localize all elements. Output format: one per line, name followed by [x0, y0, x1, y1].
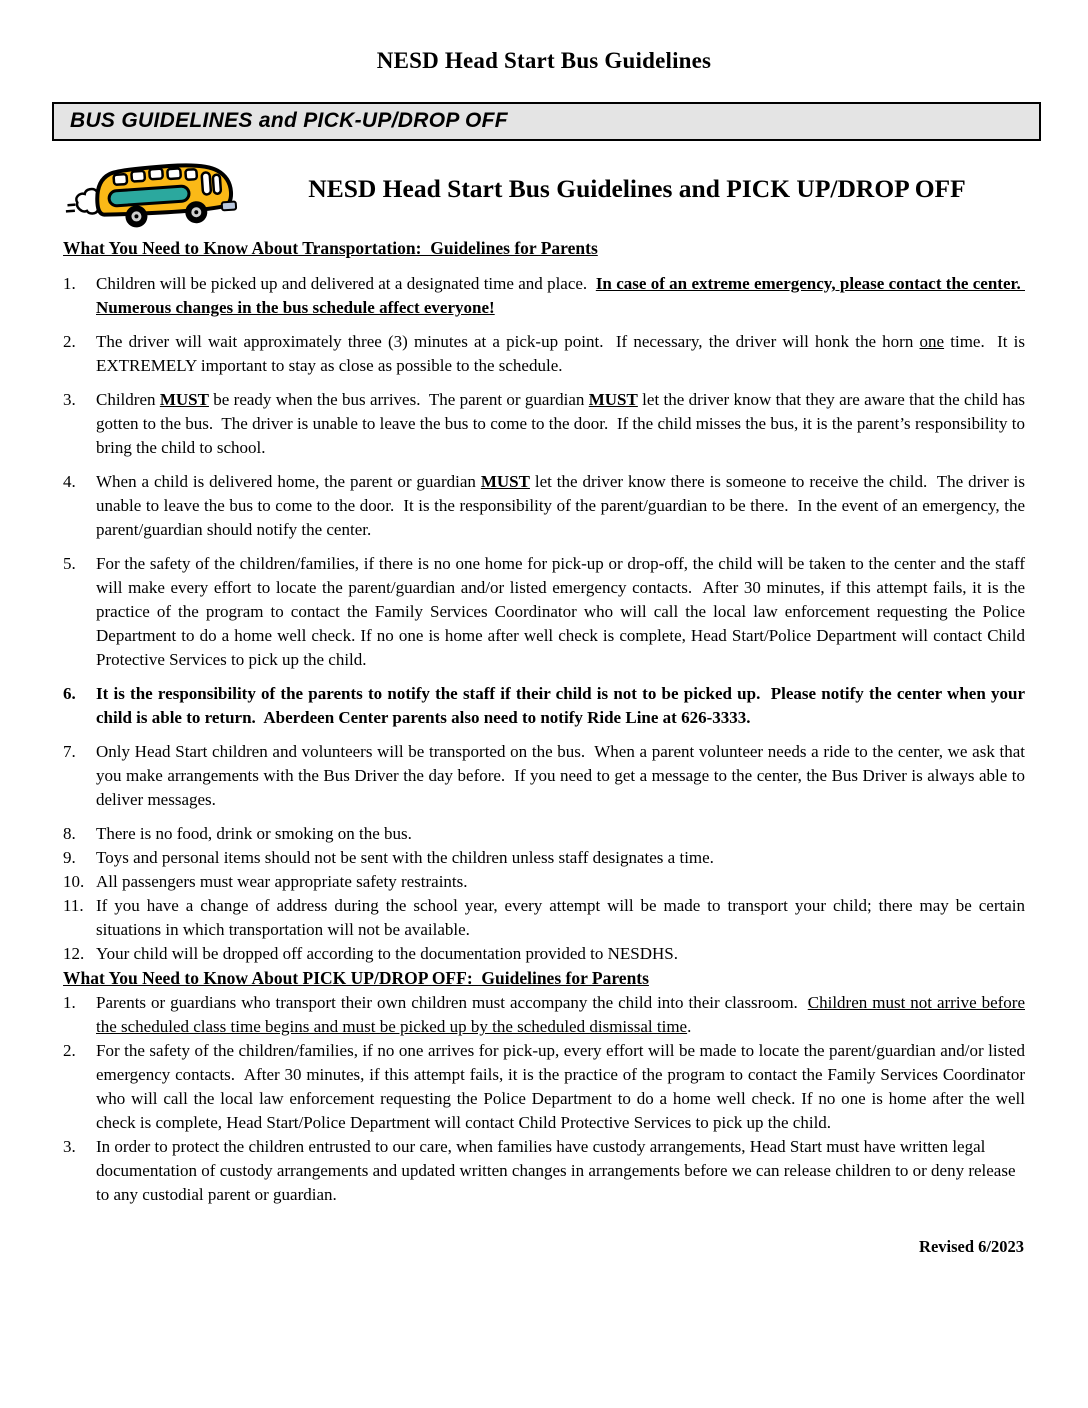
item-number: 7.	[63, 742, 76, 761]
transportation-section-heading: What You Need to Know About Transportation: Guidelines for Parents	[63, 238, 598, 258]
list-item	[63, 552, 1025, 672]
list-item	[63, 822, 1025, 846]
item-text: Children MUST be ready when the bus arrives. The parent or guardian MUST let the driver know that they are aware that the child has gotten to the bus. The driver is unable to leave the bus to come to the door. If the child misses the bus, it is the parent’s responsibility to bring the child to school.	[96, 390, 1025, 457]
item-text: When a child is delivered home, the parent or guardian MUST let the driver know there is someone to receive the child. The driver is unable to leave the bus to come to the door. It is the responsibility of the parent/guardian to be there. In the event of an emergency, the parent/guardian should notify the center.	[96, 472, 1025, 539]
list-item	[63, 942, 1025, 966]
item-number: 3.	[63, 390, 76, 409]
list-item	[63, 870, 1025, 894]
page-title: NESD Head Start Bus Guidelines	[376, 48, 712, 73]
item-number: 2.	[63, 1041, 76, 1060]
item-text: The driver will wait approximately three (3) minutes at a pick-up point. If necessary, the driver will honk the horn one time. It is EXTREMELY important to stay as close as possible to the schedule.	[96, 332, 1025, 375]
subtitle-row	[63, 154, 1025, 234]
item-number: 1.	[63, 993, 76, 1012]
item-number: 12.	[63, 944, 85, 963]
item-number: 9.	[63, 848, 76, 867]
item-text: Toys and personal items should not be sent with the children unless staff designates a time.	[96, 848, 714, 867]
pickup-dropoff-guidelines-list	[63, 991, 1025, 1207]
list-item	[63, 991, 1025, 1039]
list-item	[63, 846, 1025, 870]
item-text: In order to protect the children entrusted to our care, when families have custody arrangements, Head Start must have written legal documentation of custody arrangements and updated written changes in arrangements before we can release children to or deny release to any custodial parent or guardian.	[96, 1137, 1016, 1204]
item-number: 2.	[63, 332, 76, 351]
list-item	[63, 272, 1025, 320]
item-number: 10.	[63, 872, 85, 891]
item-number: 4.	[63, 472, 76, 491]
list-item	[63, 1135, 1025, 1207]
document-subtitle: NESD Head Start Bus Guidelines and PICK UP/DROP OFF	[308, 174, 966, 203]
item-text: There is no food, drink or smoking on the bus.	[96, 824, 412, 843]
list-item	[63, 740, 1025, 812]
transportation-guidelines-list	[63, 272, 1025, 966]
list-item	[63, 894, 1025, 942]
list-item	[63, 1039, 1025, 1135]
item-text: For the safety of the children/families, if no one arrives for pick-up, every effort will be made to locate the parent/guardian and/or listed emergency contacts. After 30 minutes, if this attempt fails, it is the practice of the program to contact the Family Services Coordinator who will call the local law enforcement requesting the Police Department to do a home well check. If no one is home after the well check is complete, Head Start/Police Department will contact Child Protective Services to pick up the child.	[96, 1041, 1025, 1132]
school-bus-icon	[63, 155, 249, 233]
item-number: 5.	[63, 554, 76, 573]
item-text: All passengers must wear appropriate safety restraints.	[96, 872, 468, 891]
list-item	[63, 388, 1025, 460]
item-text: Parents or guardians who transport their own children must accompany the child into their classroom. Children must not arrive before the scheduled class time begins and must be picked up by the scheduled dismissal time.	[96, 993, 1025, 1036]
item-text: Only Head Start children and volunteers will be transported on the bus. When a parent volunteer needs a ride to the center, we ask that you make arrangements with the Bus Driver the day before. If you need to get a message to the center, the Bus Driver is always able to deliver messages.	[96, 742, 1025, 809]
list-item	[63, 470, 1025, 542]
revision-date: Revised 6/2023	[919, 1237, 1024, 1256]
item-number: 11.	[63, 896, 84, 915]
list-item	[63, 330, 1025, 378]
banner-label: BUS GUIDELINES and PICK-UP/DROP OFF	[70, 109, 508, 132]
item-text: Children will be picked up and delivered at a designated time and place. In case of an extreme emergency, please contact the center. Numerous changes in the bus schedule affect everyone!	[96, 274, 1025, 317]
item-number: 6.	[63, 684, 76, 703]
banner-bar	[52, 102, 1041, 141]
item-text: It is the responsibility of the parents to notify the staff if their child is not to be picked up. Please notify the center when your child is able to return. Aberdeen Center parents also need to notify Ride Line at 626-3333.	[96, 684, 1025, 727]
item-text: Your child will be dropped off according to the documentation provided to NESDHS.	[96, 944, 679, 963]
list-item	[63, 682, 1025, 730]
item-number: 3.	[63, 1137, 76, 1156]
item-text: For the safety of the children/families, if there is no one home for pick-up or drop-off, the child will be taken to the center and the staff will make every effort to locate the parent/guardian and/or listed emergency contacts. After 30 minutes, if this attempt fails, it is the practice of the program to contact the Family Services Coordinator who will call the local law enforcement requesting the Police Department to do a home well check. If no one is home after well check is complete, Head Start/Police Department will contact Child Protective Services to pick up the child.	[96, 554, 1025, 669]
item-number: 8.	[63, 824, 76, 843]
pickup-dropoff-section-heading: What You Need to Know About PICK UP/DROP OFF: Guidelines for Parents	[63, 968, 649, 988]
item-text: If you have a change of address during the school year, every attempt will be made to transport your child; there may be certain situations in which transportation will not be available.	[96, 896, 1025, 939]
item-number: 1.	[63, 274, 76, 293]
